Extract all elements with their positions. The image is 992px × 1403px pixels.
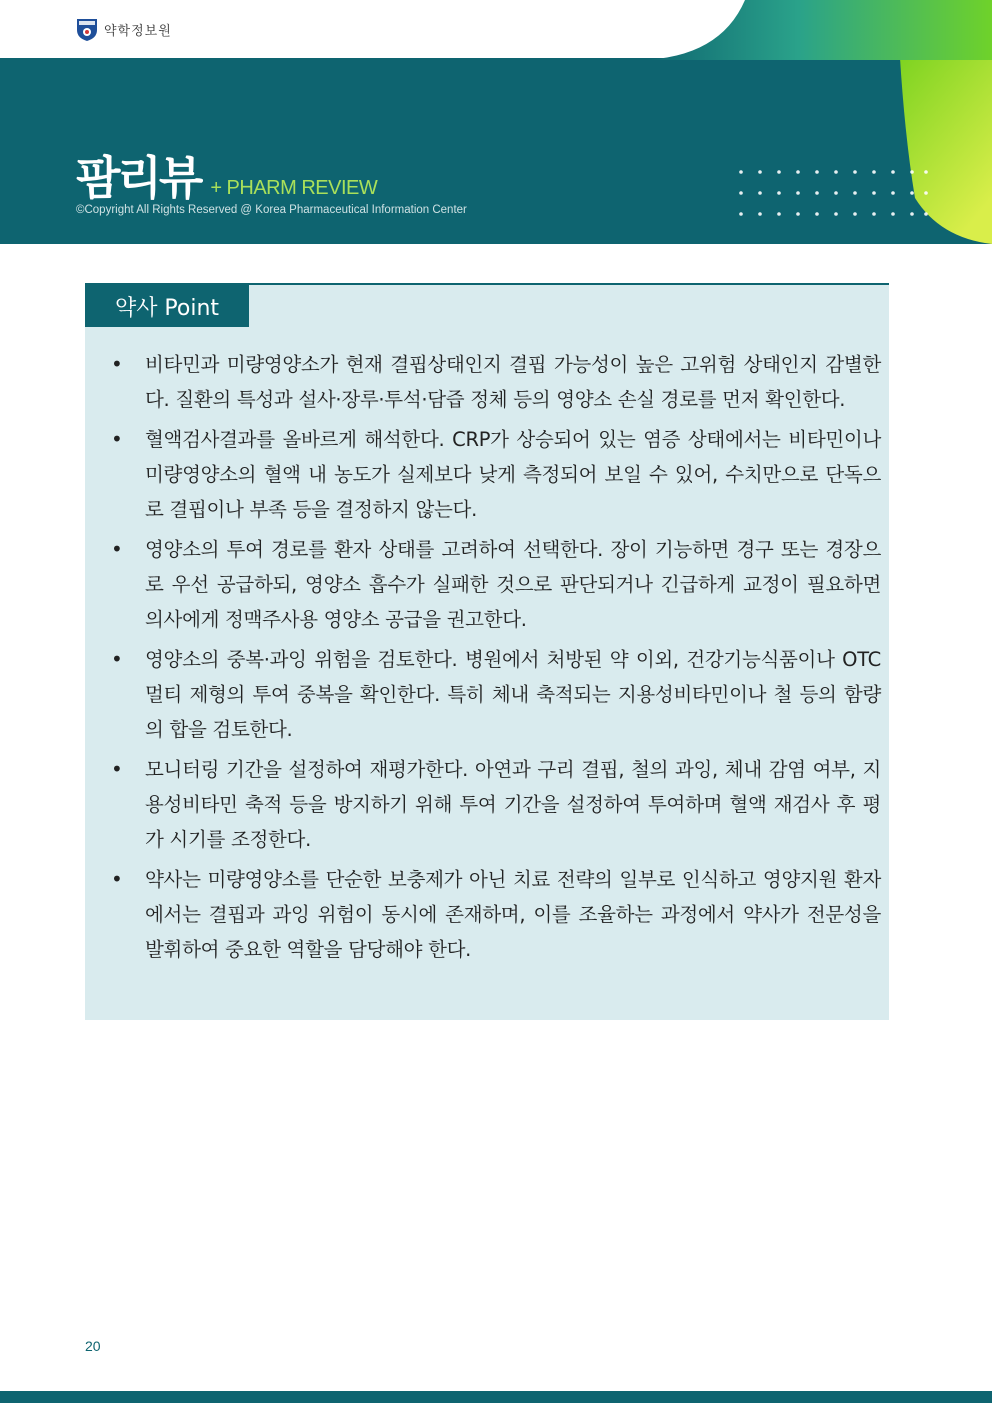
org-name: 약학정보원 [104, 24, 172, 39]
list-item-text: 혈액검사결과를 올바르게 해석한다. CRP가 상승되어 있는 염증 상태에서는 비타민이나 미량영양소의 혈액 내 농도가 실제보다 낮게 측정되어 보일 수 있어, 수치만으로 단독으로 결핍이나 부족 등을 결정하지 않는다. [145, 428, 881, 521]
list-item [85, 347, 889, 417]
title-main: 팜리뷰 [76, 151, 201, 205]
header-banner [0, 58, 992, 244]
list-item-text: 모니터링 기간을 설정하여 재평가한다. 아연과 구리 결핍, 철의 과잉, 체내 감염 여부, 지용성비타민 축적 등을 방지하기 위해 투여 기간을 설정하여 투여하며 혈액 재검사 후 평가 시기를 조정한다. [145, 758, 881, 851]
bullet-icon: • [111, 537, 123, 561]
list-item [85, 532, 889, 637]
copyright-text: ©Copyright All Rights Reserved @ Korea Pharmaceutical Information Center [76, 204, 467, 216]
point-tab-label: 약사 Point [85, 285, 249, 327]
list-item-text: 영양소의 투여 경로를 환자 상태를 고려하여 선택한다. 장이 기능하면 경구 또는 경장으로 우선 공급하되, 영양소 흡수가 실패한 것으로 판단되거나 긴급하게 교정이 필요하면 의사에게 정맥주사용 영양소 공급을 권고한다. [145, 538, 881, 631]
list-item [85, 422, 889, 527]
point-list [85, 347, 889, 972]
list-item-text: 영양소의 중복·과잉 위험을 검토한다. 병원에서 처방된 약 이외, 건강기능식품이나 OTC 멀티 제형의 투여 중복을 확인한다. 특히 체내 축적되는 지용성비타민이나 철 등의 함량의 합을 검토한다. [145, 648, 882, 741]
list-item [85, 862, 889, 967]
list-item [85, 752, 889, 857]
bullet-icon: • [111, 757, 123, 781]
top-right-swoosh [0, 0, 992, 60]
bullet-icon: • [111, 352, 123, 376]
pharmacist-point-box [85, 283, 889, 1020]
page-title [76, 142, 377, 208]
bullet-icon: • [111, 647, 123, 671]
bullet-icon: • [111, 427, 123, 451]
list-item [85, 642, 889, 747]
bullet-icon: • [111, 867, 123, 891]
bottom-bar [0, 1391, 992, 1403]
list-item-text: 약사는 미량영양소를 단순한 보충제가 아닌 치료 전략의 일부로 인식하고 영양지원 환자에서는 결핍과 과잉 위험이 동시에 존재하며, 이를 조율하는 과정에서 약사가 전문성을 발휘하여 중요한 역할을 담당해야 한다. [145, 868, 881, 961]
page-number: 20 [85, 1338, 101, 1354]
title-sub: + PHARM REVIEW [210, 177, 378, 199]
list-item-text: 비타민과 미량영양소가 현재 결핍상태인지 결핍 가능성이 높은 고위험 상태인지 감별한다. 질환의 특성과 설사·장루·투석·담즙 정체 등의 영양소 손실 경로를 먼저 확인한다. [145, 353, 881, 411]
